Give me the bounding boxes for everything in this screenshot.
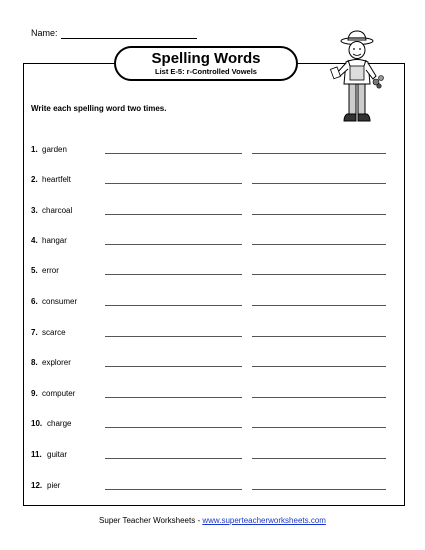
word-number: 6. <box>31 297 38 306</box>
spelling-word: pier <box>47 481 61 490</box>
write-line-2[interactable] <box>252 458 386 459</box>
write-line-1[interactable] <box>105 274 242 275</box>
instructions: Write each spelling word two times. <box>31 104 167 113</box>
word-number: 4. <box>31 236 38 245</box>
word-row <box>31 266 391 278</box>
write-line-2[interactable] <box>252 305 386 306</box>
word-number: 2. <box>31 175 38 184</box>
word-row <box>31 450 391 462</box>
write-line-2[interactable] <box>252 244 386 245</box>
spelling-word: computer <box>42 389 76 398</box>
spelling-word: heartfelt <box>42 175 71 184</box>
word-row <box>31 481 391 493</box>
page-subtitle: List E-5: r-Controlled Vowels <box>155 67 257 76</box>
write-line-1[interactable] <box>105 397 242 398</box>
word-number: 3. <box>31 206 38 215</box>
spelling-word: charcoal <box>42 206 73 215</box>
write-line-1[interactable] <box>105 489 242 490</box>
gardener-icon <box>326 28 388 128</box>
word-row <box>31 297 391 309</box>
spelling-word: charge <box>47 419 72 428</box>
word-number: 8. <box>31 358 38 367</box>
word-number: 7. <box>31 328 38 337</box>
spelling-word: error <box>42 266 59 275</box>
write-line-2[interactable] <box>252 153 386 154</box>
write-line-2[interactable] <box>252 214 386 215</box>
spelling-word: hangar <box>42 236 67 245</box>
write-line-1[interactable] <box>105 366 242 367</box>
write-line-2[interactable] <box>252 489 386 490</box>
write-line-1[interactable] <box>105 244 242 245</box>
worksheet-frame <box>23 63 405 506</box>
write-line-1[interactable] <box>105 305 242 306</box>
write-line-1[interactable] <box>105 214 242 215</box>
write-line-2[interactable] <box>252 397 386 398</box>
write-line-1[interactable] <box>105 153 242 154</box>
word-row <box>31 328 391 340</box>
word-number: 5. <box>31 266 38 275</box>
word-row <box>31 419 391 431</box>
footer <box>0 516 425 525</box>
word-number: 9. <box>31 389 38 398</box>
word-number: 1. <box>31 145 38 154</box>
write-line-2[interactable] <box>252 183 386 184</box>
word-row <box>31 175 391 187</box>
spelling-word: scarce <box>42 328 66 337</box>
word-row <box>31 206 391 218</box>
word-row <box>31 389 391 401</box>
page-title: Spelling Words <box>151 50 261 67</box>
spelling-word: consumer <box>42 297 78 306</box>
word-number: 11. <box>31 450 42 459</box>
title-banner <box>114 46 298 81</box>
write-line-1[interactable] <box>105 427 242 428</box>
write-line-2[interactable] <box>252 427 386 428</box>
write-line-1[interactable] <box>105 336 242 337</box>
spelling-word: garden <box>42 145 67 154</box>
name-label: Name: <box>31 28 58 38</box>
spelling-word: explorer <box>42 358 71 367</box>
write-line-2[interactable] <box>252 274 386 275</box>
name-input-line[interactable] <box>61 38 197 39</box>
write-line-1[interactable] <box>105 458 242 459</box>
word-number: 10. <box>31 419 43 428</box>
footer-link[interactable]: www.superteacherworksheets.com <box>202 516 326 525</box>
write-line-1[interactable] <box>105 183 242 184</box>
write-line-2[interactable] <box>252 336 386 337</box>
write-line-2[interactable] <box>252 366 386 367</box>
footer-text: Super Teacher Worksheets - <box>99 516 203 525</box>
word-row <box>31 145 391 157</box>
word-row <box>31 358 391 370</box>
word-row <box>31 236 391 248</box>
word-number: 12. <box>31 481 43 490</box>
spelling-word: guitar <box>47 450 68 459</box>
